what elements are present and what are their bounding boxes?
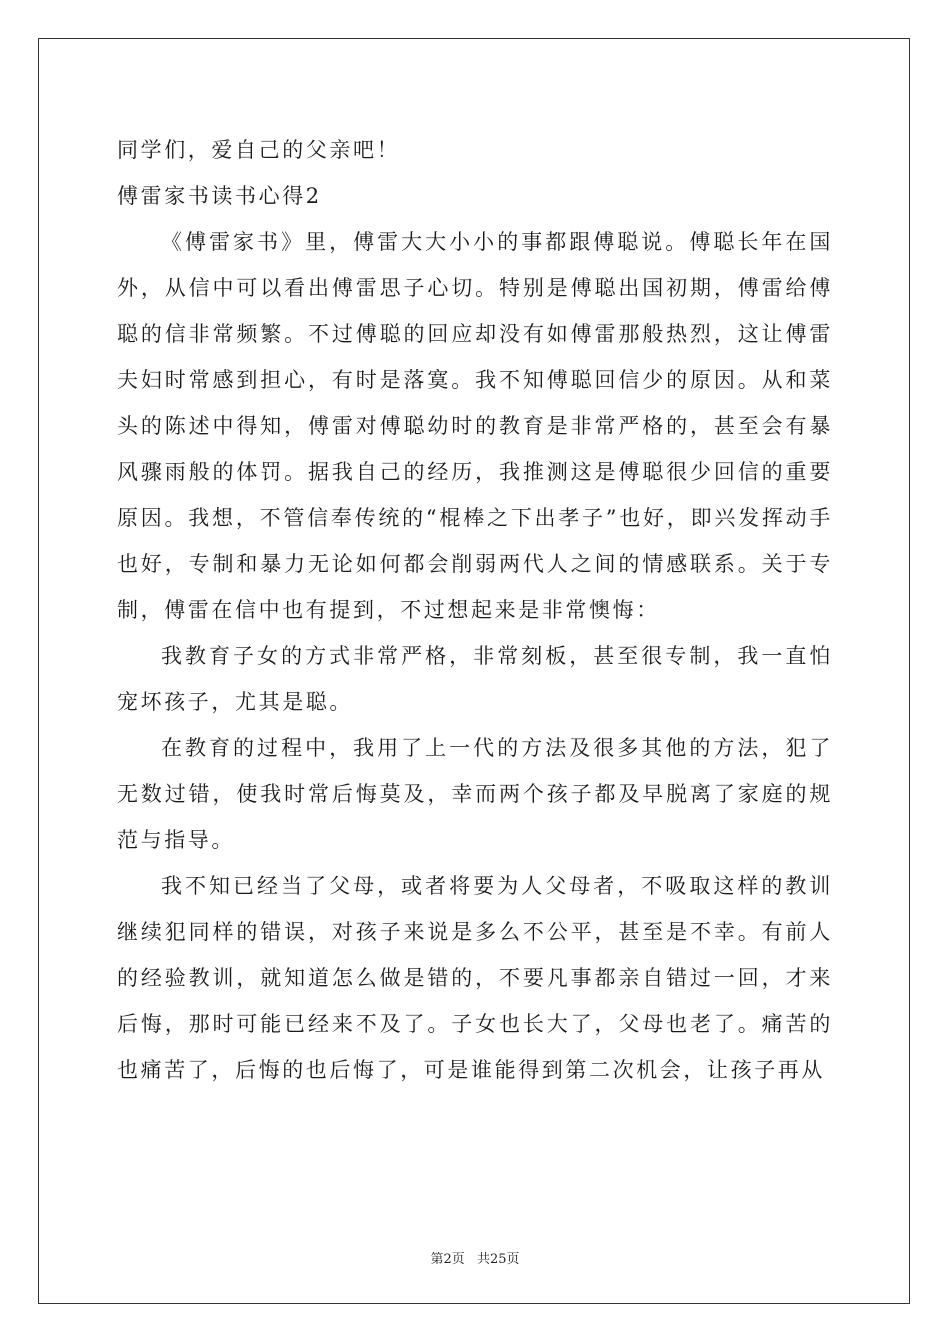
page-number: 第2页: [430, 1252, 465, 1267]
closing-line: 同学们，爱自己的父亲吧！: [117, 138, 401, 162]
page-total: 共25页: [476, 1252, 520, 1267]
paragraph: 我教育子女的方式非常严格，非常刻板，甚至很专制，我一直怕宠坏孩子，尤其是聪。: [117, 644, 833, 714]
paragraph: 《傅雷家书》里，傅雷大大小小的事都跟傅聪说。傅聪长年在国外，从信中可以看出傅雷思子心切。特别是傅聪出国初期，傅雷给傅聪的信非常频繁。不过傅聪的回应却没有如傅雷那般热烈，这让傅雷夫妇时常感到担心，有时是落寞。我不知傅聪回信少的原因。从和菜头的陈述中得知，傅雷对傅聪幼时的教育是非常严格的，甚至会有暴风骤雨般的体罚。据我自己的经历，我推测这是傅聪很少回信的重要原因。我想，不管信奉传统的“棍棒之下出孝子”也好，即兴发挥动手也好，专制和暴力无论如何都会削弱两代人之间的情感联系。关于专制，傅雷在信中也有提到，不过想起来是非常懊悔：: [117, 230, 833, 622]
page-footer: [0, 1248, 950, 1267]
paragraph: 在教育的过程中，我用了上一代的方法及很多其他的方法，犯了无数过错，使我时常后悔莫及，幸而两个孩子都及早脱离了家庭的规范与指导。: [117, 736, 833, 852]
paragraph: 我不知已经当了父母，或者将要为人父母者，不吸取这样的教训继续犯同样的错误，对孩子来说是多么不公平，甚至是不幸。有前人的经验教训，就知道怎么做是错的，不要凡事都亲自错过一回，才来后悔，那时可能已经来不及了。子女也长大了，父母也老了。痛苦的也痛苦了，后悔的也后悔了，可是谁能得到第二次机会，让孩子再从: [117, 874, 833, 1082]
document-body: [117, 127, 833, 1093]
section-heading: 傅雷家书读书心得2: [117, 184, 322, 208]
